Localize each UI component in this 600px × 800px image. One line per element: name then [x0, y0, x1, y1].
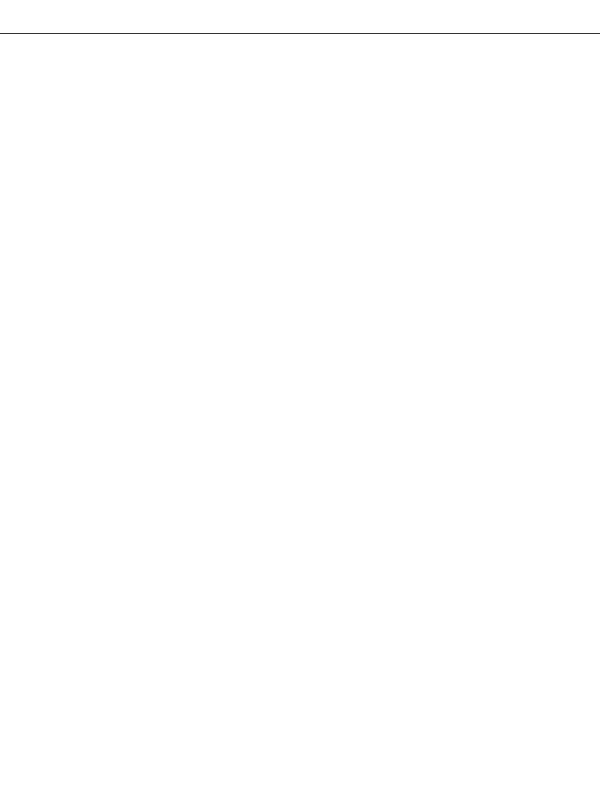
title-rule	[0, 33, 600, 34]
